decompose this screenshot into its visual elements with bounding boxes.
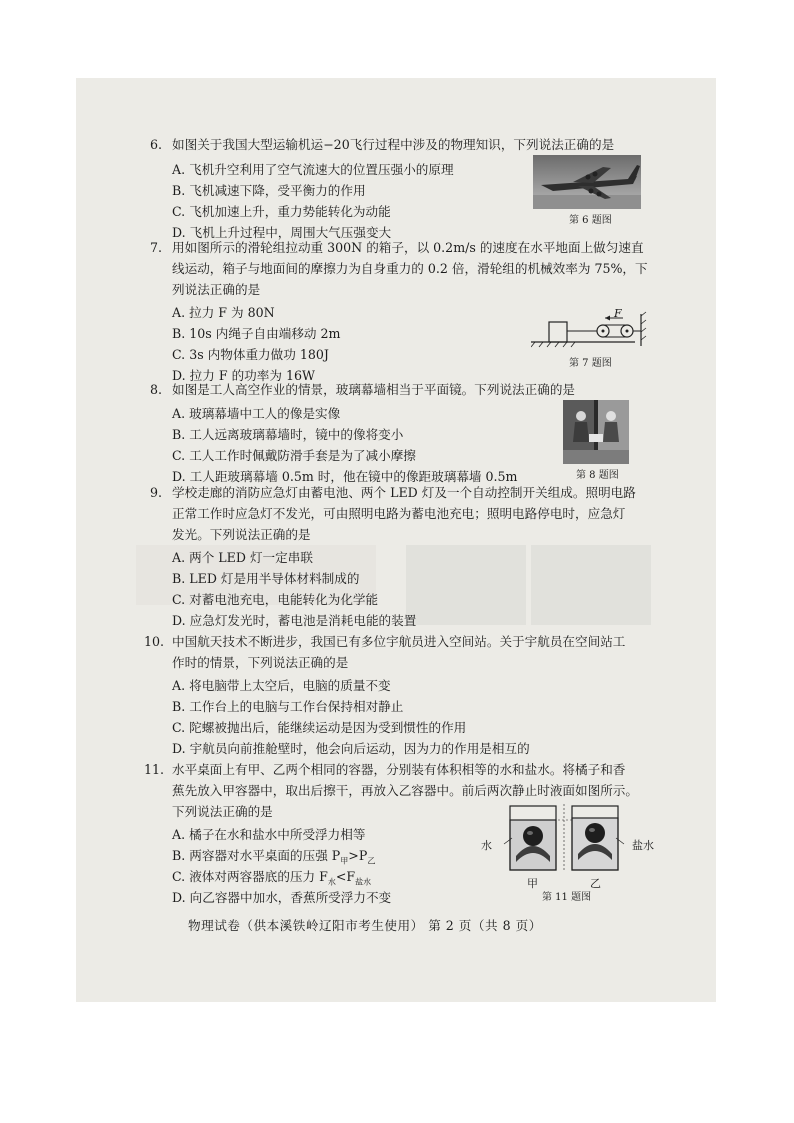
q8-stem: 如图是工人高空作业的情景，玻璃幕墙相当于平面镜。下列说法正确的是 [172,382,575,397]
q11-option-c-mid: <F [335,869,356,884]
q11-option-b-text: B. 两容器对水平桌面的压强 P [172,848,341,863]
q10-stem-line2: 作时的情景，下列说法正确的是 [172,655,349,670]
q8-figure-caption: 第 8 题图 [576,470,619,481]
q6-option-d: D. 飞机上升过程中，周围大气压强变大 [172,225,392,240]
q10-number: 10. [144,634,165,649]
q10-stem-line1: 中国航天技术不断进步，我国已有多位宇航员进入空间站。关于宇航员在空间站工 [172,634,626,649]
q11-stem-line2: 蕉先放入甲容器中，取出后擦干，再放入乙容器中。前后两次静止时液面如图所示。 [172,783,638,798]
q9-stem-line2: 正常工作时应急灯不发光，可由照明电路为蓄电池充电；照明电路停电时，应急灯 [172,506,626,521]
q6-aircraft-photo [533,155,641,209]
q9-stem-line3: 发光。下列说法正确的是 [172,527,311,542]
exam-page [76,78,716,1002]
q11-option-c-sub2: 盐水 [355,877,372,887]
page-footer: 物理试卷（供本溪铁岭辽阳市考生使用） 第 2 页（共 8 页） [188,918,542,933]
q6-option-a: A. 飞机升空利用了空气流速大的位置压强小的原理 [172,162,454,177]
q7-option-c: C. 3s 内物体重力做功 180J [172,347,329,362]
q9-option-a: A. 两个 LED 灯一定串联 [172,550,313,565]
q7-figure-caption: 第 7 题图 [569,358,612,369]
q11-label-water: 水 [481,839,492,852]
q6-option-b: B. 飞机减速下降，受平衡力的作用 [172,183,366,198]
q11-option-b-sub1: 甲 [340,856,349,866]
q6-option-c: C. 飞机加速上升，重力势能转化为动能 [172,204,391,219]
q7-option-b: B. 10s 内绳子自由端移动 2m [172,326,341,341]
q9-option-d: D. 应急灯发光时，蓄电池是消耗电能的装置 [172,613,417,628]
q11-option-b [172,845,375,867]
q10-option-d: D. 宇航员向前推舱壁时，他会向后运动，因为力的作用是相互的 [172,741,530,756]
q8-option-c: C. 工人工作时佩戴防滑手套是为了减小摩擦 [172,448,416,463]
q7-pulley-diagram [531,306,656,352]
q10-option-a: A. 将电脑带上太空后，电脑的质量不变 [172,678,391,693]
q11-label-saltwater: 盐水 [632,839,654,852]
q6-number: 6. [150,137,163,152]
q7-stem-line3: 列说法正确的是 [172,282,261,297]
q11-option-b-sub2: 乙 [367,856,376,866]
bleed-through-mark [406,545,526,625]
q8-option-a: A. 玻璃幕墙中工人的像是实像 [172,406,341,421]
q7-stem-line1: 用如图所示的滑轮组拉动重 300N 的箱子，以 0.2m/s 的速度在水平地面上做匀速直 [172,240,644,255]
q8-option-d: D. 工人距玻璃幕墙 0.5m 时，他在镜中的像距玻璃幕墙 0.5m [172,469,518,484]
q11-option-d: D. 向乙容器中加水，香蕉所受浮力不变 [172,890,392,905]
q7-number: 7. [150,240,163,255]
q8-option-b: B. 工人远离玻璃幕墙时，镜中的像将变小 [172,427,404,442]
q9-number: 9. [150,485,163,500]
q7-stem-line2: 线运动，箱子与地面间的摩擦力为自身重力的 0.2 倍，滑轮组的机械效率为 75%，下 [172,261,648,276]
q11-option-c-sub1: 水 [327,877,336,887]
q9-stem-line1: 学校走廊的消防应急灯由蓄电池、两个 LED 灯及一个自动控制开关组成。照明电路 [172,485,636,500]
q8-number: 8. [150,382,163,397]
q6-stem: 如图关于我国大型运输机运−20飞行过程中涉及的物理知识，下列说法正确的是 [172,137,615,152]
q11-option-a: A. 橘子在水和盐水中所受浮力相等 [172,827,366,842]
q7-force-label: F [614,307,622,320]
q11-stem-line1: 水平桌面上有甲、乙两个相同的容器，分别装有体积相等的水和盐水。将橘子和香 [172,762,626,777]
q11-containers-diagram [498,802,630,876]
q11-figure-caption: 第 11 题图 [542,892,592,903]
q11-label-container-yi: 乙 [590,877,601,890]
q11-label-container-jia: 甲 [527,877,538,890]
q10-option-b: B. 工作台上的电脑与工作台保持相对静止 [172,699,404,714]
q9-option-b: B. LED 灯是用半导体材料制成的 [172,571,360,586]
q6-figure-caption: 第 6 题图 [569,215,612,226]
q10-option-c: C. 陀螺被抛出后，能继续运动是因为受到惯性的作用 [172,720,467,735]
bleed-through-mark [531,545,651,625]
q11-option-c-text: C. 液体对两容器底的压力 F [172,869,328,884]
q7-option-a: A. 拉力 F 为 80N [172,305,275,320]
q11-option-c [172,866,371,888]
q11-number: 11. [144,762,165,777]
q11-stem-line3: 下列说法正确的是 [172,804,273,819]
q7-option-d: D. 拉力 F 的功率为 16W [172,368,315,383]
q11-option-b-mid: >P [348,848,368,863]
q9-option-c: C. 对蓄电池充电，电能转化为化学能 [172,592,379,607]
q8-window-cleaner-photo [563,400,629,464]
